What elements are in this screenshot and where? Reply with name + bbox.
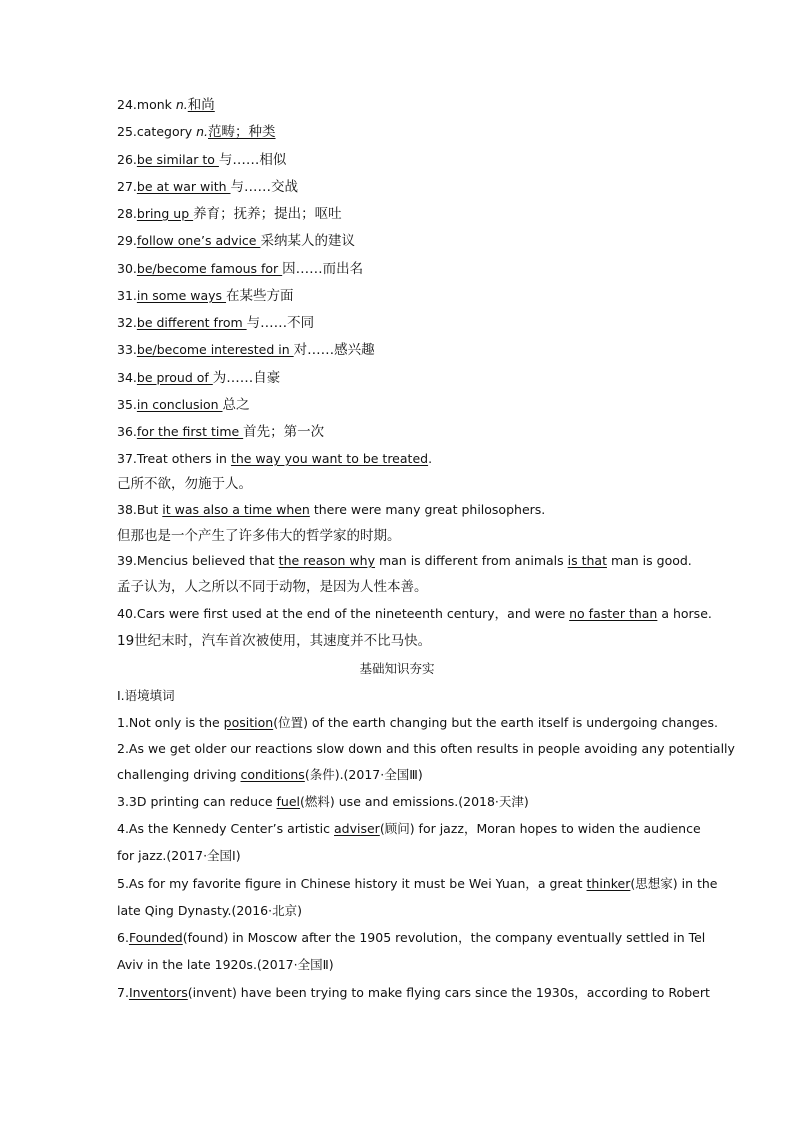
sentence-text: there were many great philosophers. — [309, 502, 546, 517]
vocab-item — [117, 152, 286, 168]
vocab-item — [117, 179, 298, 195]
vocab-meaning: 首先；第一次 — [243, 424, 325, 440]
sentence-example — [117, 451, 432, 467]
vocab-phrase: be different from — [136, 315, 247, 330]
vocab-meaning: 总之 — [222, 397, 250, 413]
vocab-number: 27. — [117, 179, 137, 194]
vocab-number: 35. — [117, 397, 137, 412]
vocab-item — [117, 370, 280, 386]
exercise-1: 1.Not only is the position(位置) of the earth changing but the earth itself is undergoing changes. — [117, 715, 718, 730]
vocab-phrase: for the first time — [136, 424, 244, 439]
vocab-word: monk — [136, 97, 176, 112]
exercise-5-line-1: 5.As for my favorite figure in Chinese history it must be Wei Yuan，a great thinker(思想家) in the — [117, 876, 718, 891]
vocab-phrase: in some ways — [136, 288, 227, 303]
vocab-meaning: 与……相似 — [218, 152, 287, 168]
vocab-part-of-speech: n. — [175, 97, 188, 112]
sentence-text: man is different from animals — [374, 553, 568, 568]
vocab-item — [117, 424, 324, 440]
vocab-item — [117, 233, 355, 249]
exercise-3: 3.3D printing can reduce fuel(燃料) use and emissions.(2018·天津) — [117, 794, 529, 809]
vocab-item — [117, 315, 314, 331]
vocab-number: 30. — [117, 261, 137, 276]
sentence-text: But — [136, 502, 163, 517]
exercise-6-line-1: 6.Founded(found) in Moscow after the 1905 revolution，the company eventually settled in Tel — [117, 930, 706, 945]
sentence-example — [117, 553, 692, 569]
vocab-number: 34. — [117, 370, 137, 385]
sentence-number: 38. — [117, 502, 137, 517]
sentence-text: . — [428, 451, 433, 466]
sentence-translation: 但那也是一个产生了许多伟大的哲学家的时期。 — [117, 528, 401, 544]
vocab-item — [117, 288, 294, 304]
vocab-meaning: 和尚 — [187, 97, 215, 113]
answer-blank: adviser — [334, 821, 380, 836]
vocab-item — [117, 342, 375, 358]
vocab-meaning: 为……自豪 — [212, 370, 281, 386]
vocab-item — [117, 397, 250, 413]
answer-blank: position — [223, 715, 274, 730]
vocab-number: 26. — [117, 152, 137, 167]
vocab-item — [117, 261, 363, 277]
vocab-phrase: follow one’s advice — [136, 233, 261, 248]
answer-blank: fuel — [276, 794, 301, 809]
answer-blank: thinker — [586, 876, 631, 891]
answer-blank: Founded — [128, 930, 183, 945]
vocab-meaning: 在某些方面 — [226, 288, 294, 304]
sentence-key-pattern: no faster than — [569, 606, 658, 621]
sentence-key-pattern: it was also a time when — [162, 502, 310, 517]
sentence-translation: 己所不欲，勿施于人。 — [117, 476, 252, 492]
vocab-phrase: bring up — [136, 206, 194, 221]
sentence-number: 40. — [117, 606, 137, 621]
exercise-2-line-1: 2.As we get older our reactions slow down and this often results in people avoiding any potentially — [117, 741, 735, 756]
vocab-word: category — [136, 124, 197, 139]
sentence-key-pattern: is that — [567, 553, 607, 568]
sentence-text: a horse. — [657, 606, 712, 621]
vocab-meaning: 范畴；种类 — [208, 124, 276, 140]
subsection-title: Ⅰ.语境填词 — [117, 688, 175, 703]
sentence-example — [117, 502, 545, 518]
vocab-phrase: be/become interested in — [136, 342, 294, 357]
vocab-number: 24. — [117, 97, 137, 112]
sentence-text: Cars were first used at the end of the nineteenth century，and were — [136, 606, 570, 621]
vocab-meaning: 养育；抚养；提出；呕吐 — [193, 206, 342, 222]
vocab-number: 29. — [117, 233, 137, 248]
section-title: 基础知识夯实 — [359, 661, 435, 676]
vocab-number: 33. — [117, 342, 137, 357]
vocab-phrase: be at war with — [136, 179, 231, 194]
exercise-6-line-2: Aviv in the late 1920s.(2017·全国Ⅱ) — [117, 957, 334, 972]
vocab-meaning: 与……不同 — [246, 315, 315, 331]
vocab-number: 36. — [117, 424, 137, 439]
vocab-item — [117, 124, 276, 140]
vocab-meaning: 对……感兴趣 — [293, 342, 375, 358]
vocab-number: 25. — [117, 124, 137, 139]
vocab-phrase: be proud of — [136, 370, 213, 385]
answer-blank: conditions — [240, 767, 305, 782]
vocab-phrase: be similar to — [136, 152, 219, 167]
exercise-2-line-2: challenging driving conditions(条件).(2017·全国Ⅲ) — [117, 767, 423, 782]
sentence-key-pattern: the way you want to be treated — [230, 451, 429, 466]
vocab-number: 31. — [117, 288, 137, 303]
exercise-4-line-2: for jazz.(2017·全国Ⅰ) — [117, 848, 241, 863]
sentence-number: 39. — [117, 553, 137, 568]
vocab-phrase: in conclusion — [136, 397, 223, 412]
sentence-text: man is good. — [606, 553, 692, 568]
exercise-7-line-1: 7.Inventors(invent) have been trying to make flying cars since the 1930s，according to Robert — [117, 985, 710, 1000]
answer-blank: Inventors — [128, 985, 188, 1000]
vocab-phrase: be/become famous for — [136, 261, 283, 276]
sentence-text: Mencius believed that — [136, 553, 279, 568]
sentence-key-pattern: the reason why — [278, 553, 375, 568]
vocab-number: 32. — [117, 315, 137, 330]
vocab-item — [117, 97, 215, 113]
vocab-meaning: 与……交战 — [230, 179, 299, 195]
sentence-translation: 19世纪末时，汽车首次被使用，其速度并不比马快。 — [117, 633, 432, 649]
sentence-number: 37. — [117, 451, 137, 466]
sentence-example — [117, 606, 712, 622]
sentence-text: Treat others in — [136, 451, 231, 466]
exercise-4-line-1: 4.As the Kennedy Center’s artistic adviser(顾问) for jazz，Moran hopes to widen the audience — [117, 821, 701, 836]
exercise-5-line-2: late Qing Dynasty.(2016·北京) — [117, 903, 302, 918]
vocab-meaning: 因……而出名 — [282, 261, 364, 277]
vocab-number: 28. — [117, 206, 137, 221]
vocab-meaning: 采纳某人的建议 — [260, 233, 355, 249]
vocab-item — [117, 206, 342, 222]
sentence-translation: 孟子认为，人之所以不同于动物，是因为人性本善。 — [117, 579, 428, 595]
vocab-part-of-speech: n. — [196, 124, 209, 139]
